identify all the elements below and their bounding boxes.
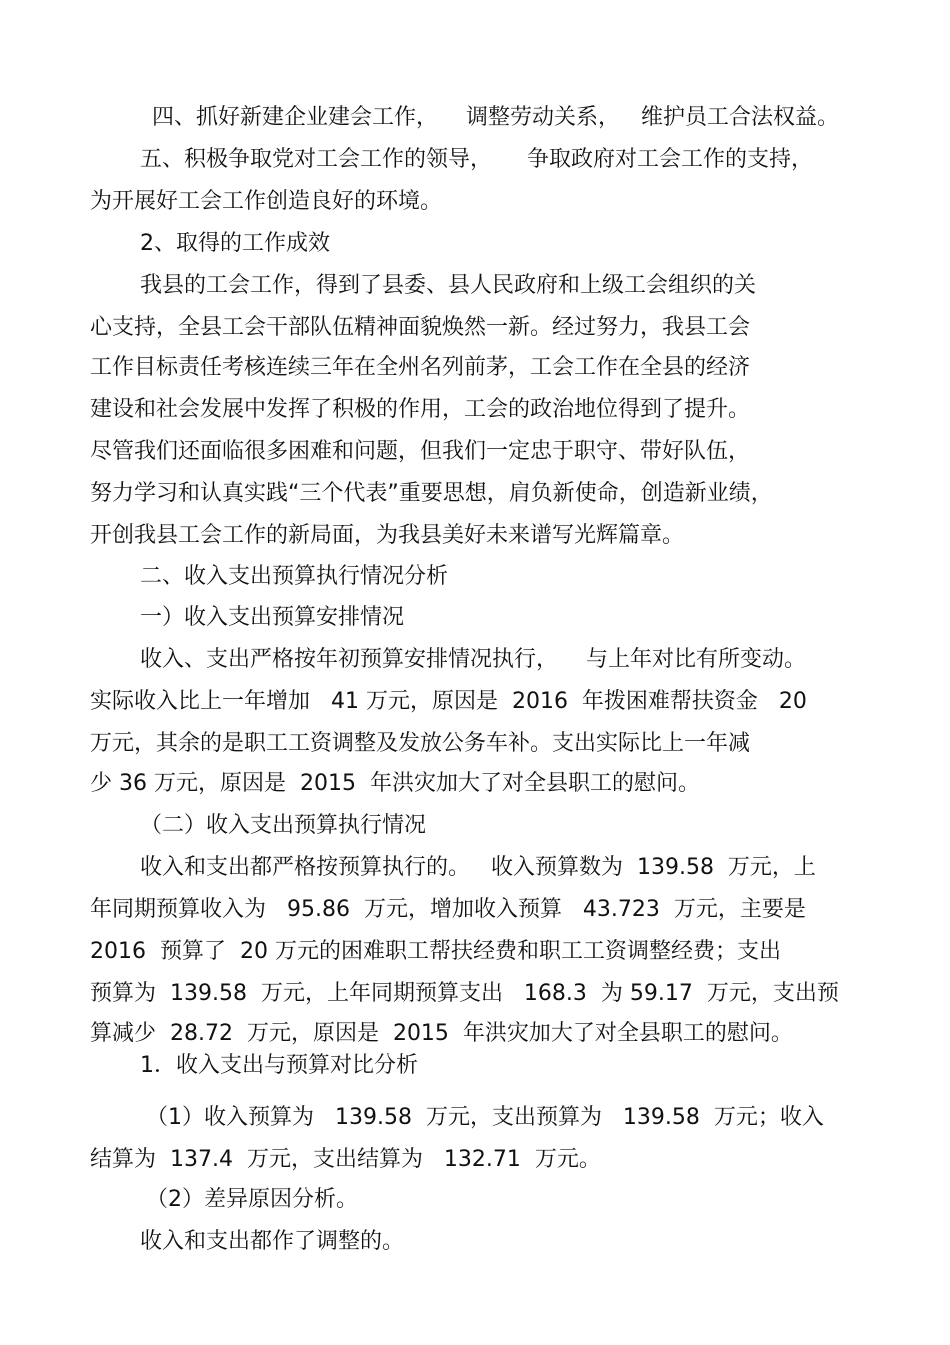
text-line: 四、抓好新建企业建会工作， 调整劳动关系， 维护员工合法权益。	[152, 105, 839, 130]
subsection-heading: （2）差异原因分析。	[146, 1187, 358, 1212]
text-line: 开创我县工会工作的新局面，为我县美好未来谱写光辉篇章。	[90, 523, 685, 548]
text-line: 年同期预算收入为 95.86 万元，增加收入预算 43.723 万元，主要是	[90, 897, 806, 922]
text-line: 2016 预算了 20 万元的困难职工帮扶经费和职工工资调整经费；支出	[90, 939, 781, 964]
text-line: 工作目标责任考核连续三年在全州名列前茅，工会工作在全县的经济	[90, 355, 751, 380]
subsection-heading: 1．收入支出与预算对比分析	[140, 1053, 418, 1078]
text-line: 2、取得的工作成效	[140, 231, 330, 256]
text-line: （1）收入预算为 139.58 万元，支出预算为 139.58 万元；收入	[146, 1105, 824, 1130]
text-line: 预算为 139.58 万元，上年同期预算支出 168.3 为 59.17 万元，支出预	[90, 981, 839, 1006]
text-line: 为开展好工会工作创造良好的环境。	[90, 189, 443, 214]
text-line: 结算为 137.4 万元，支出结算为 132.71 万元。	[90, 1147, 601, 1172]
text-line: 努力学习和认真实践“三个代表”重要思想，肩负新使命，创造新业绩，	[90, 481, 773, 506]
text-line: 收入和支出都严格按预算执行的。 收入预算数为 139.58 万元，上	[140, 855, 816, 880]
subsection-heading: （二）收入支出预算执行情况	[140, 813, 427, 838]
subsection-heading: 一）收入支出预算安排情况	[140, 605, 405, 630]
text-line: 实际收入比上一年增加 41 万元，原因是 2016 年拨困难帮扶资金 20	[90, 689, 807, 714]
text-line: 收入、支出严格按年初预算安排情况执行， 与上年对比有所变动。	[140, 647, 806, 672]
text-line: 万元，其余的是职工工资调整及发放公务车补。支出实际比上一年减	[90, 731, 751, 756]
section-heading: 二、收入支出预算执行情况分析	[140, 564, 449, 589]
text-line: 建设和社会发展中发挥了积极的作用，工会的政治地位得到了提升。	[90, 397, 751, 422]
text-line: 心支持，全县工会干部队伍精神面貌焕然一新。经过努力，我县工会	[90, 315, 751, 340]
text-line: 算减少 28.72 万元，原因是 2015 年洪灾加大了对全县职工的慰问。	[90, 1021, 793, 1046]
text-line: 我县的工会工作，得到了县委、县人民政府和上级工会组织的关	[140, 273, 757, 298]
text-line: 尽管我们还面临很多困难和问题，但我们一定忠于职守、带好队伍，	[90, 439, 751, 464]
text-line: 五、积极争取党对工会工作的领导， 争取政府对工会工作的支持，	[140, 147, 813, 172]
text-line: 少 36 万元，原因是 2015 年洪灾加大了对全县职工的慰问。	[90, 771, 700, 796]
text-line: 收入和支出都作了调整的。	[140, 1229, 405, 1254]
